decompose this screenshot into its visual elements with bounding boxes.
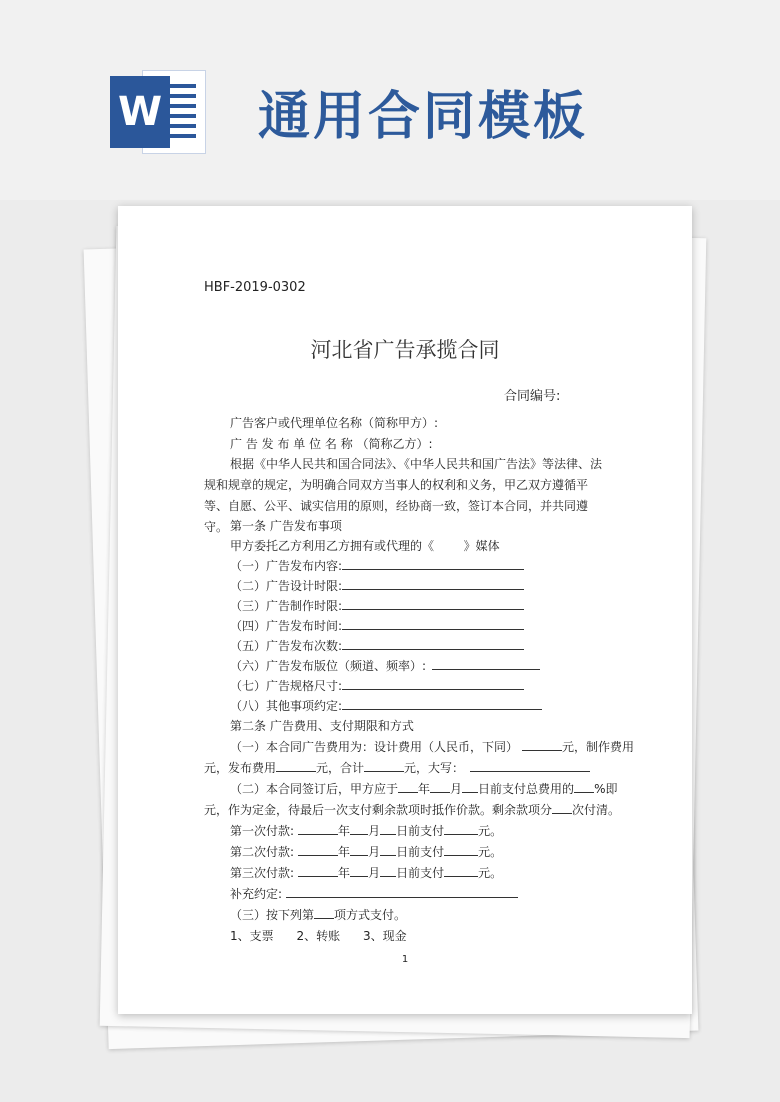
blank-line <box>342 577 524 590</box>
year-label: 年 <box>338 824 351 838</box>
article1-intro-a: 甲方委托乙方利用乙方拥有或代理的《 <box>230 539 435 553</box>
deposit-text-a: （二）本合同签订后，甲方应于 <box>230 782 399 796</box>
year-label: 年 <box>338 845 351 859</box>
deposit-text-b: 日前支付总费用的 <box>478 782 575 796</box>
blank-line <box>276 759 316 772</box>
item-row <box>230 657 540 674</box>
item-row <box>230 617 524 634</box>
blank-line <box>342 677 524 690</box>
item-label: （五）广告发布次数: <box>230 639 343 653</box>
yuan-label: 元。 <box>478 866 503 880</box>
yuan-label: 元。 <box>478 845 503 859</box>
document-title: 河北省广告承揽合同 <box>310 338 500 362</box>
fee-text-e: 元，大写： <box>404 761 465 775</box>
article2-title: 第二条 广告费用、支付期限和方式 <box>230 719 414 733</box>
article1-intro-b: 》媒体 <box>463 539 500 553</box>
year-label: 年 <box>418 782 431 796</box>
publisher-line: 广 告 发 布 单 位 名 称 （简称乙方）: <box>230 437 433 451</box>
blank-line <box>342 617 524 630</box>
blank-line <box>432 657 540 670</box>
blank-line <box>314 906 334 919</box>
blank-line <box>342 557 524 570</box>
blank-line <box>574 780 594 793</box>
item-row <box>230 577 524 594</box>
blank-line <box>398 780 418 793</box>
payment-row <box>230 843 502 860</box>
month-label: 月 <box>368 824 381 838</box>
blank-line <box>364 759 404 772</box>
blank-line <box>342 637 524 650</box>
deposit-line-2 <box>204 801 620 818</box>
payment-row <box>230 822 502 839</box>
blank-line <box>430 780 450 793</box>
fee-text-d: 元，合计 <box>316 761 365 775</box>
fee-text-a: （一）本合同广告费用为：设计费用（人民币，下同） <box>230 740 519 754</box>
word-badge: W <box>110 76 170 148</box>
year-label: 年 <box>338 866 351 880</box>
item-row <box>230 597 524 614</box>
blank-line <box>298 822 338 835</box>
article1-intro <box>230 537 500 554</box>
payment-row <box>230 864 502 881</box>
blank-line <box>380 822 396 835</box>
blank-line <box>444 843 478 856</box>
blank-line <box>462 780 478 793</box>
pay-before-label: 日前支付 <box>396 824 445 838</box>
payment-label: 第一次付款: <box>230 824 295 838</box>
item-row <box>230 557 524 574</box>
month-label: 月 <box>368 845 381 859</box>
article1-title: 第一条 广告发布事项 <box>230 519 342 533</box>
month-label: 月 <box>450 782 463 796</box>
supplement-label: 补充约定: <box>230 887 283 901</box>
item-row <box>230 697 542 714</box>
fee-line-1 <box>230 738 634 755</box>
method-row <box>230 906 406 923</box>
blank-line <box>286 885 518 898</box>
client-line: 广告客户或代理单位名称（简称甲方）: <box>230 416 439 430</box>
preamble: 根据《中华人民共和国合同法》、《中华人民共和国广告法》等法律、法规和规章的规定，为明确合同双方当事人的权利和义务，甲乙双方遵循平等、自愿、公平、诚实信用的原则，经协商一致，签订本合同，并共同遵守。 <box>204 457 603 534</box>
fee-line-2 <box>204 759 590 776</box>
pay-before-label: 日前支付 <box>396 845 445 859</box>
blank-line <box>380 843 396 856</box>
fee-text-c: 元，发布费用 <box>204 761 277 775</box>
blank-line <box>350 822 368 835</box>
item-label: （二）广告设计时限: <box>230 579 343 593</box>
blank-line <box>350 864 368 877</box>
blank-line <box>298 843 338 856</box>
blank-line <box>350 843 368 856</box>
item-label: （七）广告规格尺寸: <box>230 679 343 693</box>
item-label: （六）广告发布版位（频道、频率）: <box>230 659 427 673</box>
contract-number-label: 合同编号: <box>504 389 561 404</box>
deposit-text-c: %即 <box>594 782 618 796</box>
method-text-a: （三）按下列第 <box>230 908 315 922</box>
payment-label: 第三次付款: <box>230 866 295 880</box>
blank-line <box>522 738 562 751</box>
blank-line <box>380 864 396 877</box>
item-label: （三）广告制作时限: <box>230 599 343 613</box>
deposit-text-d: 元，作为定金，待最后一次支付剩余款项时抵作价款。剩余款项分 <box>204 803 553 817</box>
banner-title: 通用合同模板 <box>258 86 589 147</box>
blank-line <box>342 697 542 710</box>
document-code: HBF-2019-0302 <box>204 280 306 295</box>
item-label: （八）其他事项约定: <box>230 699 343 713</box>
banner <box>0 0 780 200</box>
item-row <box>230 677 524 694</box>
month-label: 月 <box>368 866 381 880</box>
page-number: 1 <box>401 954 409 965</box>
document-page <box>118 206 692 1014</box>
method-text-b: 项方式支付。 <box>334 908 407 922</box>
blank-line <box>552 801 572 814</box>
item-label: （四）广告发布时间: <box>230 619 343 633</box>
supplement-row <box>230 885 518 902</box>
fee-text-b: 元，制作费用 <box>562 740 635 754</box>
item-label: （一）广告发布内容: <box>230 559 343 573</box>
pay-before-label: 日前支付 <box>396 866 445 880</box>
blank-line <box>298 864 338 877</box>
deposit-line-1 <box>230 780 617 797</box>
item-row <box>230 637 524 654</box>
blank-line <box>470 759 590 772</box>
payment-label: 第二次付款: <box>230 845 295 859</box>
blank-line <box>444 864 478 877</box>
word-icon <box>110 70 206 154</box>
blank-line <box>444 822 478 835</box>
payment-methods: 1、支票 2、转账 3、现金 <box>230 929 407 943</box>
yuan-label: 元。 <box>478 824 503 838</box>
blank-line <box>342 597 524 610</box>
deposit-text-e: 次付清。 <box>572 803 621 817</box>
